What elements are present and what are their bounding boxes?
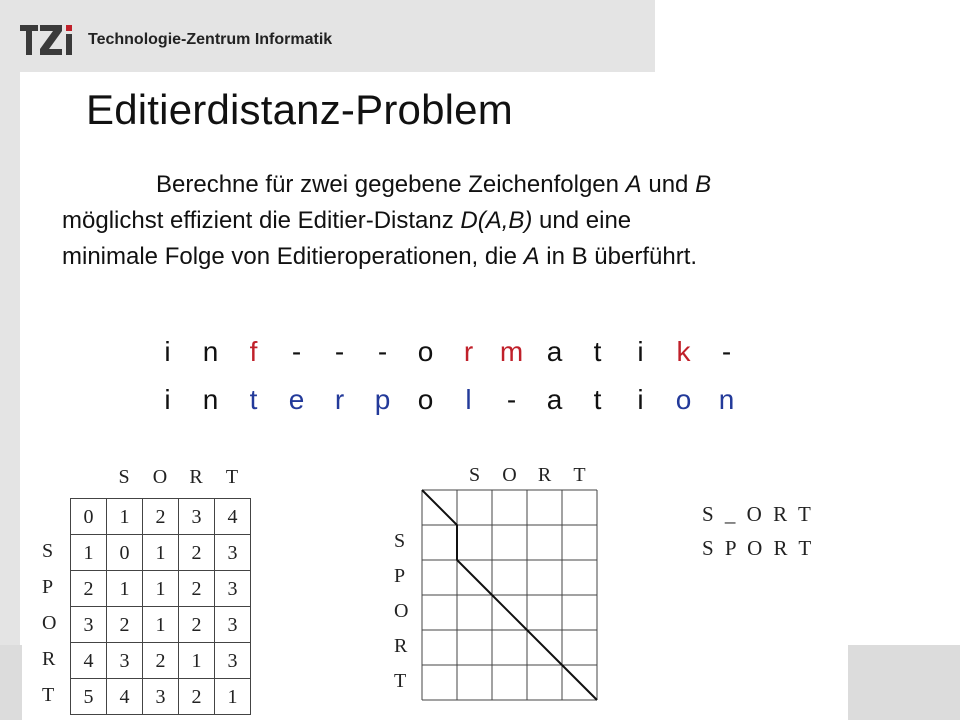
- tzi-logo-mark: [20, 22, 82, 58]
- matrix-cell: 4: [214, 498, 251, 535]
- alignment-char: a: [546, 384, 563, 415]
- variable-b: B: [695, 171, 712, 198]
- paragraph-line-3: [62, 239, 942, 275]
- matrix-cell: 4: [106, 678, 143, 715]
- matrix-cell: 1: [106, 498, 143, 535]
- distance-formula: D(A,B): [460, 207, 533, 234]
- path-grid-svg: [421, 489, 598, 701]
- path-grid-row-label: T: [394, 670, 407, 692]
- matrix-cell: 3: [70, 606, 107, 643]
- footer-left-background: [0, 645, 22, 720]
- alignment-char: e: [288, 384, 305, 415]
- alignment-char: -: [377, 336, 388, 367]
- matrix-cell: 2: [178, 534, 215, 571]
- matrix-cell: 0: [106, 534, 143, 571]
- matrix-cell: 1: [178, 642, 215, 679]
- alignment-char: k: [676, 336, 691, 367]
- path-grid-row-label: O: [394, 600, 409, 622]
- alignment-char: i: [164, 384, 171, 415]
- matrix-cell: 3: [214, 642, 251, 679]
- path-grid-row-label: S: [394, 530, 406, 552]
- example-alignment-line-2: S P O R T: [702, 536, 815, 560]
- tzi-logo: [20, 22, 332, 58]
- logo-text: Technologie-Zentrum Informatik: [88, 31, 333, 48]
- alignment-row-bottom: [146, 384, 748, 420]
- alignment-char: n: [202, 336, 219, 367]
- alignment-char: m: [499, 336, 524, 367]
- alignment-char: i: [637, 336, 644, 367]
- alignment-char: o: [417, 384, 434, 415]
- matrix-col-label: R: [189, 466, 203, 488]
- variable-a: A: [523, 243, 540, 270]
- alignment-char: n: [202, 384, 219, 415]
- alignment-char: r: [463, 336, 474, 367]
- alignment-char: t: [593, 384, 602, 415]
- footer-right-background: [848, 645, 960, 720]
- alignment-char: i: [637, 384, 644, 415]
- alignment-char: t: [249, 384, 258, 415]
- text-run: und eine: [532, 207, 632, 234]
- example-alignment-line-1: S _ O R T: [702, 502, 814, 526]
- matrix-col-label: S: [118, 466, 130, 488]
- matrix-row-label: R: [42, 648, 56, 670]
- alignment-char: a: [546, 336, 563, 367]
- matrix-cell: 2: [106, 606, 143, 643]
- alignment-char: p: [374, 384, 391, 415]
- alignment-char: r: [334, 384, 345, 415]
- matrix-cell: 1: [106, 570, 143, 607]
- path-grid-row-label: P: [394, 565, 406, 587]
- matrix-cell: 2: [70, 570, 107, 607]
- text-run: möglichst effizient die Editier-Distanz: [62, 207, 461, 234]
- matrix-row-label: S: [42, 540, 54, 562]
- path-grid-col-label: S: [468, 464, 481, 486]
- matrix-col-label: T: [225, 466, 239, 488]
- alignment-char: i: [164, 336, 171, 367]
- left-margin-background: [0, 72, 20, 720]
- matrix-cell: 3: [106, 642, 143, 679]
- text-run: minimale Folge von Editieroperationen, die: [62, 243, 524, 270]
- matrix-cell: 2: [178, 678, 215, 715]
- matrix-cell: 1: [214, 678, 251, 715]
- alignment-char: -: [506, 384, 517, 415]
- paragraph-line-1: [62, 167, 942, 203]
- alignment-char: o: [417, 336, 434, 367]
- variable-a: A: [625, 171, 642, 198]
- paragraph-line-2: [62, 203, 942, 239]
- alignment-char: f: [249, 336, 258, 367]
- matrix-row-label: O: [42, 612, 57, 634]
- matrix-row-label: T: [42, 684, 55, 706]
- matrix-cell: 1: [142, 534, 179, 571]
- path-grid-col-label: T: [573, 464, 586, 486]
- alignment-char: n: [718, 384, 735, 415]
- alignment-char: o: [675, 384, 692, 415]
- alignment-char: -: [721, 336, 732, 367]
- matrix-row-label: P: [42, 576, 54, 598]
- matrix-cell: 0: [70, 498, 107, 535]
- problem-description: [62, 167, 942, 275]
- alignment-char: -: [334, 336, 345, 367]
- alignment-row-top: [146, 336, 748, 372]
- matrix-cell: 3: [178, 498, 215, 535]
- matrix-cell: 1: [142, 606, 179, 643]
- alignment-char: t: [593, 336, 602, 367]
- alignment-char: l: [465, 384, 472, 415]
- matrix-cell: 2: [142, 498, 179, 535]
- matrix-cell: 2: [178, 570, 215, 607]
- text-run: und: [641, 171, 696, 198]
- matrix-cell: 2: [178, 606, 215, 643]
- alignment-char: -: [291, 336, 302, 367]
- path-grid-col-label: O: [502, 464, 517, 486]
- matrix-cell: 4: [70, 642, 107, 679]
- matrix-cell: 1: [70, 534, 107, 571]
- matrix-cell: 3: [214, 606, 251, 643]
- matrix-cell: 3: [214, 570, 251, 607]
- matrix-cell: 5: [70, 678, 107, 715]
- matrix-cell: 3: [214, 534, 251, 571]
- matrix-col-label: O: [152, 466, 168, 488]
- matrix-cell: 2: [142, 642, 179, 679]
- path-grid-col-label: R: [537, 464, 552, 486]
- matrix-cell: 3: [142, 678, 179, 715]
- path-grid-row-label: R: [394, 635, 408, 657]
- slide-title: Editierdistanz-Problem: [86, 86, 513, 133]
- text-run: Berechne für zwei gegebene Zeichenfolgen: [156, 171, 626, 198]
- matrix-cell: 1: [142, 570, 179, 607]
- text-run: in B überführt.: [539, 243, 698, 270]
